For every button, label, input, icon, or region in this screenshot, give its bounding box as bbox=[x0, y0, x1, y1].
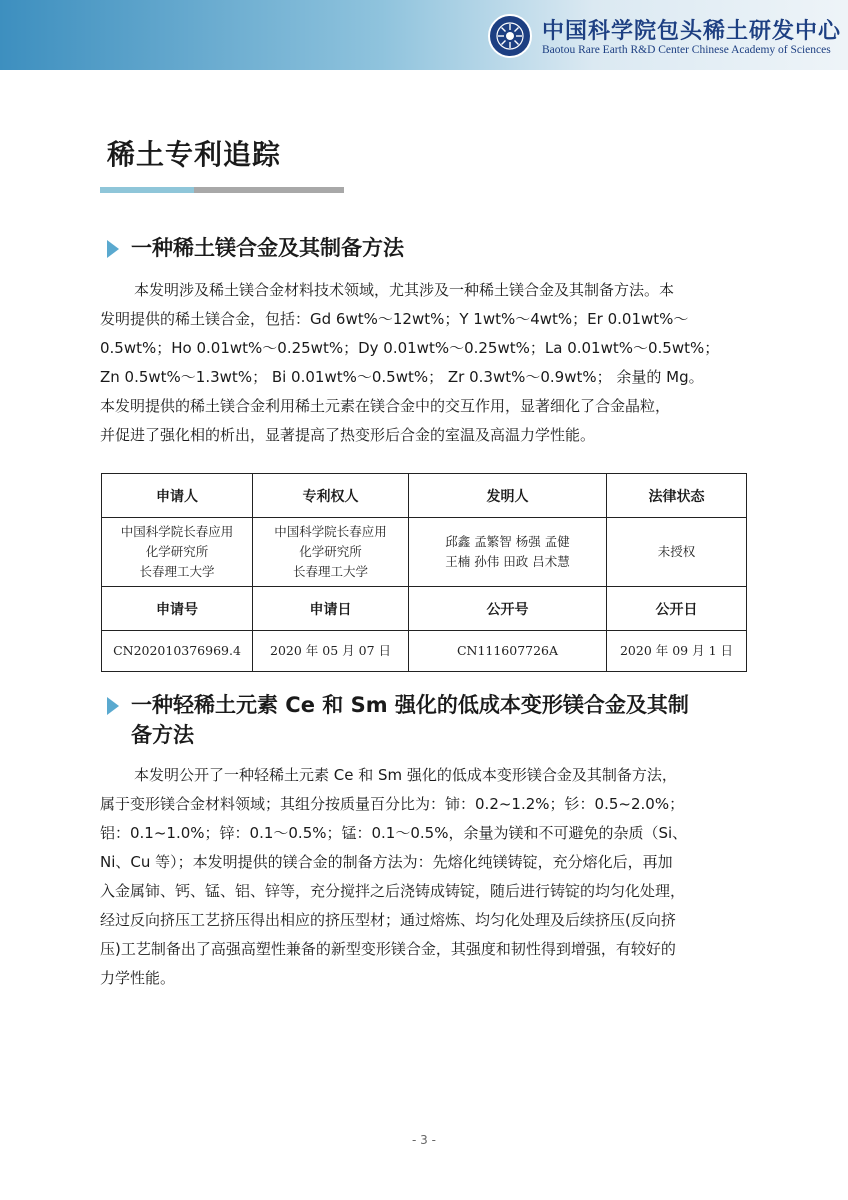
org-name-en: Baotou Rare Earth R&D Center Chinese Academy of Sciences bbox=[542, 44, 831, 56]
table-row bbox=[102, 518, 747, 587]
header-pub-date: 公开日 bbox=[607, 587, 747, 631]
text-line: 本发明公开了一种轻稀土元素 Ce 和 Sm 强化的低成本变形镁合金及其制备方法， bbox=[134, 766, 677, 784]
section1-body bbox=[100, 276, 748, 450]
triangle-bullet-icon bbox=[107, 240, 119, 258]
text-line: 铝：0.1~1.0%；锌：0.1～0.5%；锰：0.1～0.5%，余量为镁和不可避免的杂质（Si、 bbox=[100, 824, 688, 842]
text-line: 力学性能。 bbox=[100, 969, 176, 987]
text-line: Zn 0.5wt%～1.3wt%； Bi 0.01wt%～0.5wt%； Zr 0.3wt%～0.9wt%； 余量的 Mg。 bbox=[100, 368, 704, 386]
org-logo bbox=[488, 12, 842, 60]
text-line: 压)工艺制备出了高强高塑性兼备的新型变形镁合金，其强度和韧性得到增强，有较好的 bbox=[100, 940, 676, 958]
cell-patentee: 中国科学院长春应用 化学研究所 长春理工大学 bbox=[253, 518, 409, 587]
cell-status: 未授权 bbox=[607, 518, 747, 587]
text-line: 0.5wt%；Ho 0.01wt%～0.25wt%；Dy 0.01wt%～0.25wt%；La 0.01wt%～0.5wt%； bbox=[100, 339, 720, 357]
cell-app-date: 2020 年 05 月 07 日 bbox=[253, 631, 409, 672]
cell-app-no: CN202010376969.4 bbox=[102, 631, 253, 672]
cell-inventors: 邱鑫 孟繁智 杨强 孟健 王楠 孙伟 田政 吕术慧 bbox=[409, 518, 607, 587]
header-app-no: 申请号 bbox=[102, 587, 253, 631]
header-app-date: 申请日 bbox=[253, 587, 409, 631]
text-line: 经过反向挤压工艺挤压得出相应的挤压型材；通过熔炼、均匀化处理及后续挤压(反向挤 bbox=[100, 911, 676, 929]
patent-info-table bbox=[101, 473, 747, 672]
table-row bbox=[102, 631, 747, 672]
text-line: 属于变形镁合金材料领域；其组分按质量百分比为：铈：0.2~1.2%；钐：0.5~2.0%； bbox=[100, 795, 685, 813]
section1-heading-text: 一种稀土镁合金及其制备方法 bbox=[131, 236, 404, 260]
page-number: - 3 - bbox=[412, 1133, 436, 1147]
table-header-row bbox=[102, 587, 747, 631]
header-applicant: 申请人 bbox=[102, 474, 253, 518]
text-line: Ni、Cu 等）；本发明提供的镁合金的制备方法为：先熔化纯镁铸锭，充分熔化后，再加 bbox=[100, 853, 673, 871]
text-line: 本发明涉及稀土镁合金材料技术领域，尤其涉及一种稀土镁合金及其制备方法。本 bbox=[134, 281, 675, 299]
section2-body bbox=[100, 761, 748, 993]
title-underline-accent bbox=[100, 187, 194, 193]
cas-emblem-icon bbox=[488, 14, 532, 58]
text-line: 并促进了强化相的析出，显著提高了热变形后合金的室温及高温力学性能。 bbox=[100, 426, 596, 444]
text-line: 入金属铈、钙、锰、铝、锌等，充分搅拌之后浇铸成铸锭，随后进行铸锭的均匀化处理， bbox=[100, 882, 686, 900]
header-legal-status: 法律状态 bbox=[607, 474, 747, 518]
cell-pub-date: 2020 年 09 月 1 日 bbox=[607, 631, 747, 672]
title-underline-gray bbox=[194, 187, 344, 193]
cell-pub-no: CN111607726A bbox=[409, 631, 607, 672]
table-header-row bbox=[102, 474, 747, 518]
page-title: 稀土专利追踪 bbox=[107, 138, 282, 171]
header-patentee: 专利权人 bbox=[253, 474, 409, 518]
header-band bbox=[0, 0, 848, 70]
cell-applicant: 中国科学院长春应用 化学研究所 长春理工大学 bbox=[102, 518, 253, 587]
org-name-cn: 中国科学院包头稀土研发中心 bbox=[542, 18, 842, 44]
header-inventor: 发明人 bbox=[409, 474, 607, 518]
section2-heading-line1: 一种轻稀土元素 Ce 和 Sm 强化的低成本变形镁合金及其制 bbox=[131, 693, 689, 717]
text-line: 发明提供的稀土镁合金，包括：Gd 6wt%～12wt%；Y 1wt%～4wt%；Er 0.01wt%～ bbox=[100, 310, 689, 328]
section2-heading-line2: 备方法 bbox=[131, 723, 194, 747]
header-pub-no: 公开号 bbox=[409, 587, 607, 631]
text-line: 本发明提供的稀土镁合金利用稀土元素在镁合金中的交互作用，显著细化了合金晶粒， bbox=[100, 397, 671, 415]
triangle-bullet-icon bbox=[107, 697, 119, 715]
